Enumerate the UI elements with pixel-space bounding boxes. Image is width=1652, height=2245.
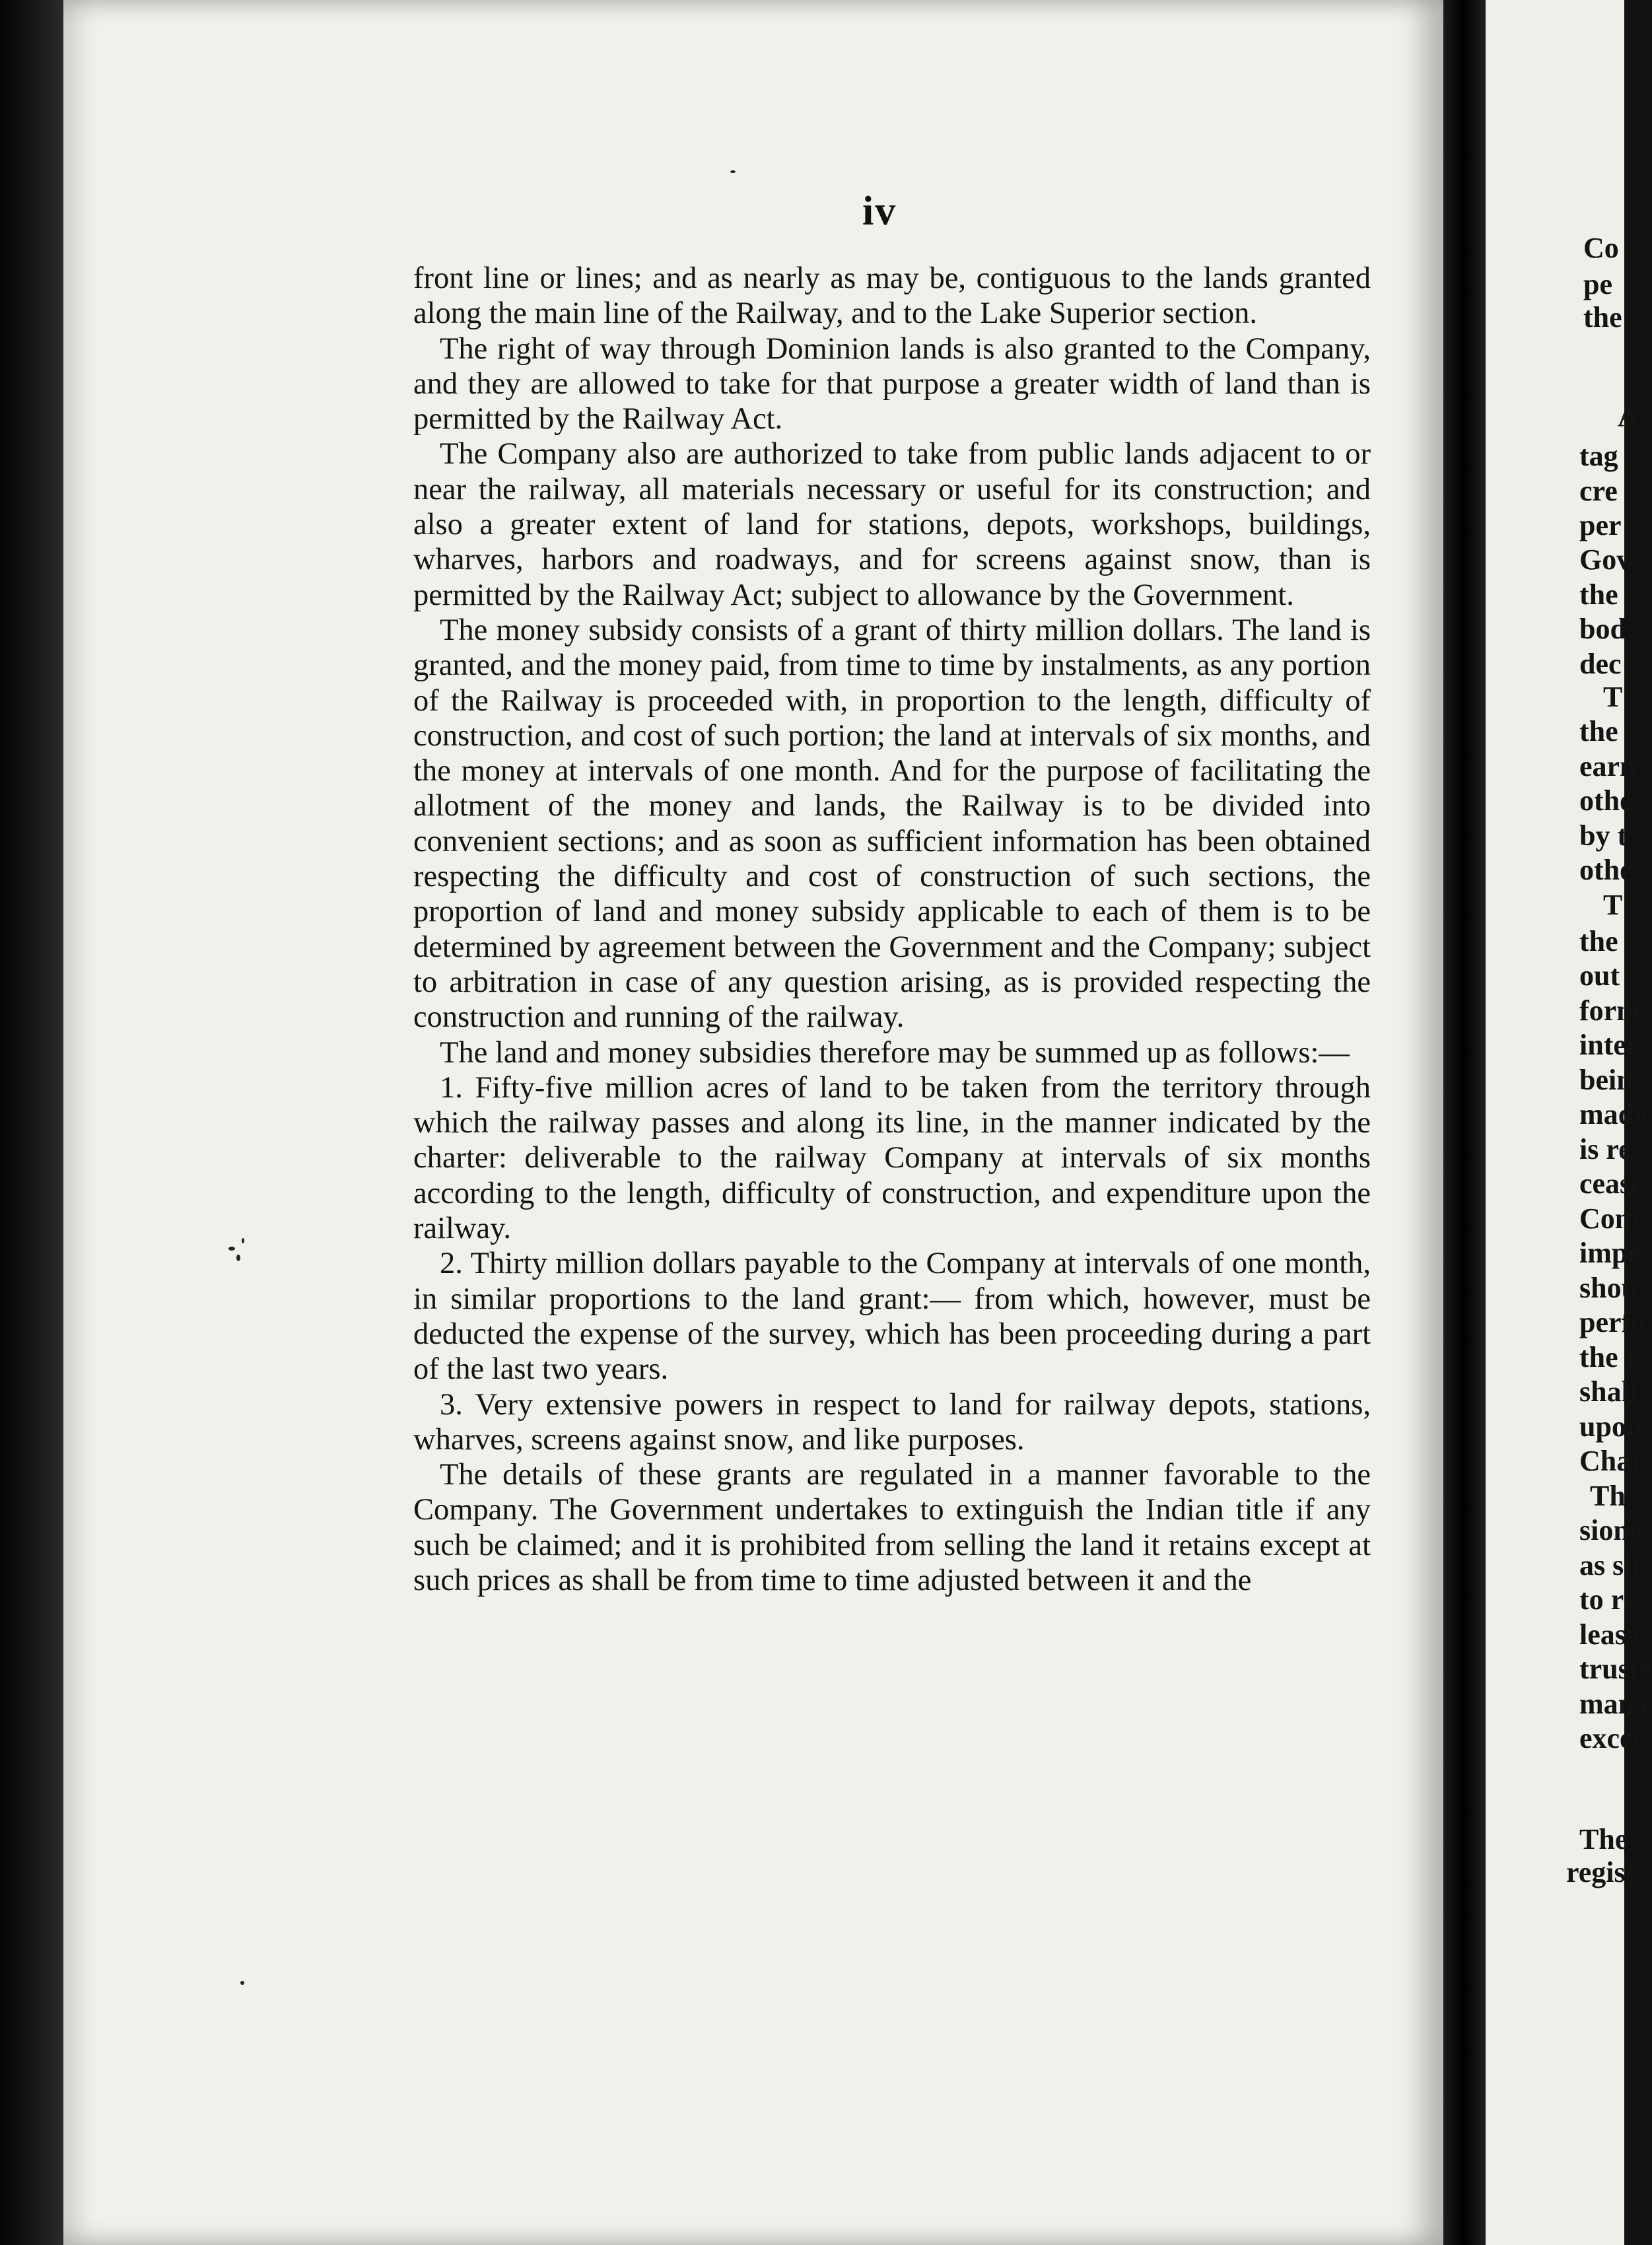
- facing-fragment: cease: [1579, 1167, 1644, 1200]
- list-item-1: 1. Fifty-five million acres of land to be taken from the territory through which the railway passes and along its line, in the manner indicated by the charter: deliverable to the railway Company at intervals of six months according to the length, difficulty of construction, and expenditure upon the railway.: [413, 1070, 1371, 1246]
- paragraph-2: The right of way through Dominion lands is also granted to the Company, and they are allowed to take for that purpose a greater width of land than is permitted by the Railway Act.: [413, 331, 1371, 436]
- paragraph-4: The money subsidy consists of a grant of thirty million dollars. The land is granted, and the money paid, from time to time by instalments, as any portion of the Railway is proceeded with, in proportion to the length, difficulty of construction, and cost of such portion; the land at intervals of six months, and the money at intervals of one month. And for the purpose of facilitating the allotment of the money and lands, the Railway is to be divided into convenient sections; and as soon as sufficient information has been obtained respecting the difficulty and cost of construction of such sections, the proportion of land and money subsidy applicable to each of them is to be determined by agreement between the Government and the Company; subject to arbitration in case of any question arising, as is provided respecting the construction and running of the railway.: [413, 613, 1371, 1035]
- facing-fragment: to re: [1579, 1583, 1636, 1616]
- print-speck: [242, 1238, 244, 1243]
- facing-fragment: Char: [1579, 1445, 1644, 1477]
- facing-fragment: upon: [1579, 1410, 1643, 1443]
- facing-fragment: shou: [1579, 1272, 1638, 1304]
- paragraph-5: The land and money subsidies therefore may be summed up as follows:—: [440, 1035, 1350, 1070]
- facing-fragment: the C: [1579, 1341, 1647, 1373]
- facing-fragment: Th: [1590, 1480, 1626, 1512]
- facing-fragment: Com: [1579, 1202, 1639, 1235]
- facing-fragment: made: [1579, 1098, 1647, 1130]
- facing-fragment: T: [1603, 889, 1623, 921]
- list-item-2: 2. Thirty million dollars payable to the Company at intervals of one month, in similar proportions to the land grant:— from which, however, must be deducted the expense of the survey, which has been proceeding during a part of the last two years.: [413, 1247, 1371, 1387]
- facing-fragment: truste: [1579, 1653, 1652, 1685]
- print-speck: [236, 1255, 240, 1261]
- print-speck: [730, 170, 736, 173]
- list-item-3: 3. Very extensive powers in respect to land for railway depots, stations, wharves, screens against snow, and like purposes.: [413, 1387, 1371, 1457]
- facing-fragment: tag: [1579, 440, 1618, 472]
- facing-fragment: dec: [1579, 648, 1622, 680]
- paragraph-1: front line or lines; and as nearly as may be, contiguous to the lands granted along the main line of the Railway, and to the Lake Superior section.: [413, 261, 1371, 331]
- facing-fragment: A: [1618, 400, 1639, 432]
- paragraph-3: The Company also are authorized to take from public lands adjacent to or near the railway, all materials necessary or useful for its construction; and also a greater extent of land for stations, depots, workshops, buildings, wharves, harbors and roadways, and for screens against snow, than is permitted by the Railway Act; subject to allowance by the Government.: [413, 437, 1371, 612]
- book-page-left: [63, 0, 1443, 2245]
- print-speck: [228, 1247, 235, 1251]
- facing-fragment: shall: [1579, 1375, 1638, 1408]
- book-page-right-partial: [1486, 0, 1652, 2245]
- facing-fragment: impo: [1579, 1237, 1643, 1269]
- facing-fragment: earn: [1579, 750, 1636, 782]
- page-number: iv: [862, 189, 897, 234]
- facing-fragment: excee: [1579, 1722, 1646, 1754]
- facing-fragment: as sh: [1579, 1549, 1640, 1581]
- facing-fragment: the: [1583, 301, 1622, 333]
- book-gutter: [1443, 0, 1486, 2245]
- facing-fragment: Co: [1583, 232, 1619, 264]
- facing-fragment: The: [1579, 1823, 1628, 1855]
- page-body-text: [413, 261, 1371, 1598]
- facing-fragment: per: [1579, 509, 1622, 541]
- facing-fragment: lease: [1579, 1618, 1639, 1651]
- facing-fragment: perfo: [1579, 1306, 1646, 1338]
- facing-fragment: pe: [1583, 268, 1612, 300]
- paragraph-9: The details of these grants are regulated in a manner favorable to the Company. The Government undertakes to extinguish the Indian title if any such be claimed; and it is prohibited from selling the land it retains except at such prices as shall be from time to time adjusted between it and the: [413, 1458, 1371, 1597]
- facing-fragment: the: [1579, 715, 1618, 747]
- facing-fragment: T: [1603, 681, 1623, 713]
- facing-fragment: bod: [1579, 613, 1626, 645]
- facing-fragment: othe: [1579, 784, 1633, 817]
- facing-fragment: by t: [1579, 819, 1628, 852]
- print-speck: [240, 1981, 244, 1985]
- facing-fragment: sione: [1579, 1514, 1643, 1546]
- facing-page-text-fragments: [1486, 0, 1652, 2245]
- facing-fragment: bein: [1579, 1064, 1633, 1096]
- facing-fragment: form: [1579, 994, 1641, 1027]
- facing-fragment: mana: [1579, 1688, 1649, 1720]
- facing-fragment: is re: [1579, 1133, 1632, 1165]
- left-binding-edge: [0, 0, 63, 2245]
- facing-fragment: othe: [1579, 854, 1633, 886]
- facing-fragment: inter: [1579, 1029, 1639, 1061]
- facing-fragment: the: [1579, 578, 1618, 611]
- facing-fragment: cre: [1579, 475, 1618, 507]
- facing-fragment: out: [1579, 959, 1620, 992]
- facing-fragment: the: [1579, 925, 1618, 957]
- facing-fragment: Gov: [1579, 543, 1632, 576]
- facing-fragment: regist: [1566, 1856, 1635, 1888]
